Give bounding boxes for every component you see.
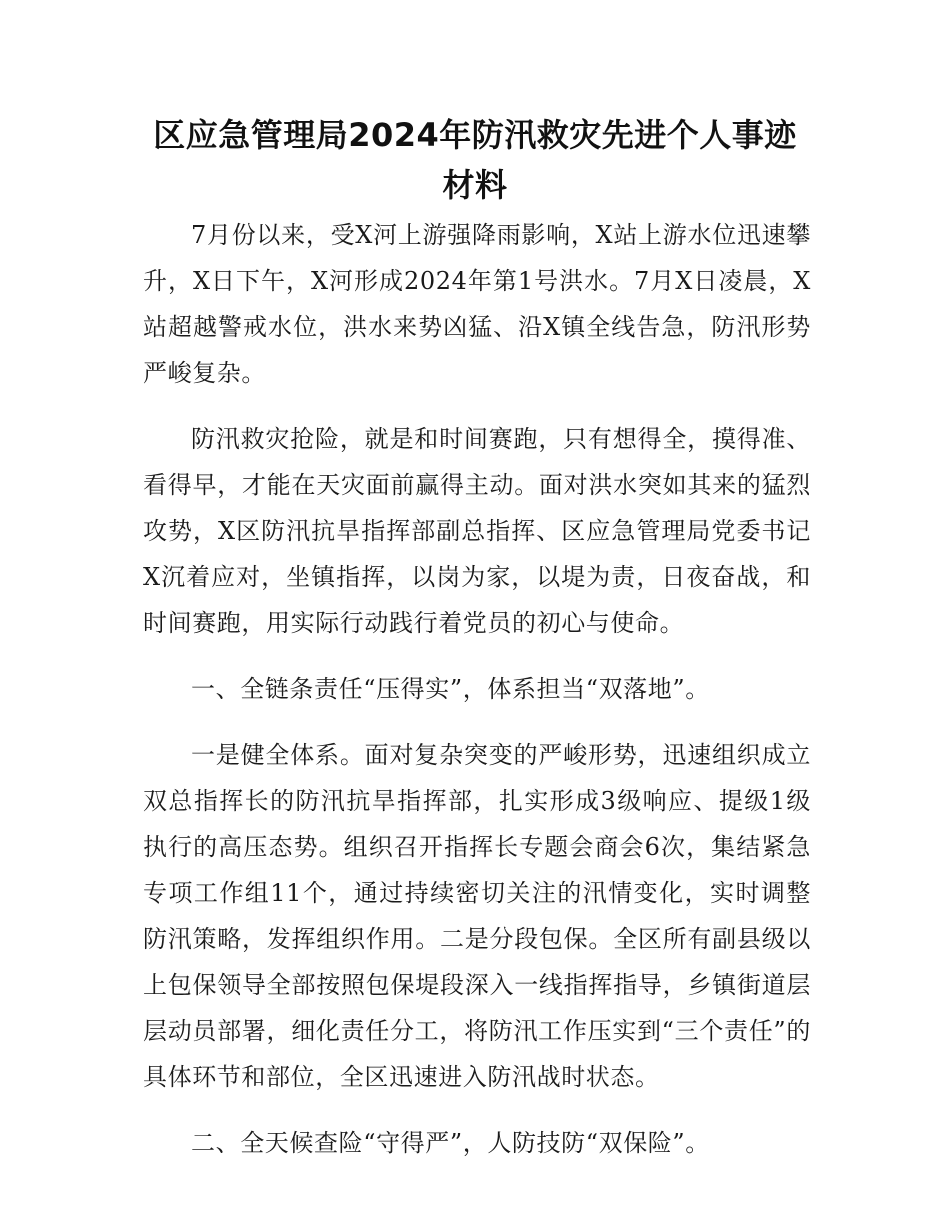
paragraph-race-against-time: 防汛救灾抢险，就是和时间赛跑，只有想得全，摸得准、看得早，才能在天灾面前赢得主动。面对洪水突如其来的猛烈攻势，X区防汛抗旱指挥部副总指挥、区应急管理局党委书记X沉着应对，坐镇指挥，以岗为家，以堤为责，日夜奋战，和时间赛跑，用实际行动践行着党员的初心与使命。 bbox=[143, 425, 811, 637]
section-heading-responsibility: 一、全链条责任“压得实”，体系担当“双落地”。 bbox=[191, 675, 710, 703]
paragraph-system-building: 一是健全体系。面对复杂突变的严峻形势，迅速组织成立双总指挥长的防汛抗旱指挥部，扎实形成3级响应、提级1级执行的高压态势。组织召开指挥长专题会商会6次，集结紧急专项工作组11个，通过持续密切关注的汛情变化，实时调整防汛策略，发挥组织作用。二是分段包保。全区所有副县级以上包保领导全部按照包保堤段深入一线指挥指导，乡镇街道层层动员部署，细化责任分工，将防汛工作压实到“三个责任”的具体环节和部位，全区迅速进入防汛战时状态。 bbox=[143, 741, 811, 1091]
document-body bbox=[143, 212, 811, 1186]
paragraph-flood-situation: 7月份以来，受X河上游强降雨影响，X站上游水位迅速攀升，X日下午，X河形成2024年第1号洪水。7月X日凌晨，X站超越警戒水位，洪水来势凶猛、沿X镇全线告急，防汛形势严峻复杂。 bbox=[143, 221, 811, 387]
document-title: 区应急管理局2024年防汛救灾先进个人事迹材料 bbox=[153, 116, 797, 204]
section-heading-inspection: 二、全天候查险“守得严”，人防技防“双保险”。 bbox=[191, 1129, 710, 1157]
